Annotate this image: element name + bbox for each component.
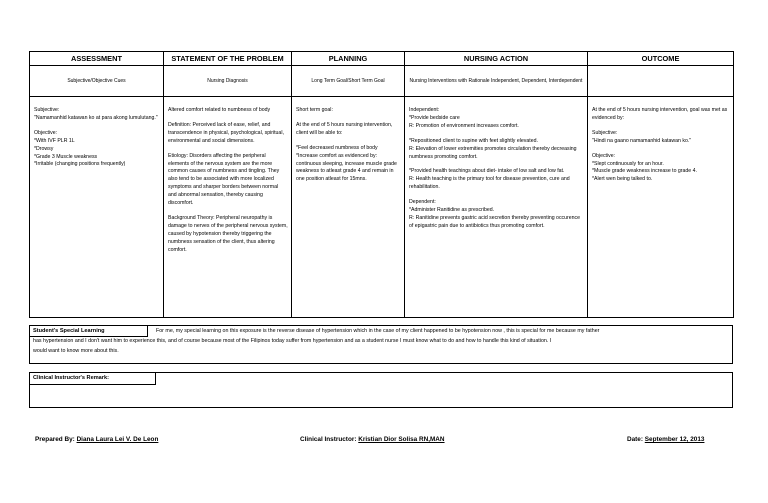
problem-definition: Definition: Perceived lack of ease, relief, and transcendence in physical, psychological, spiritual, environmental and social dimensions. [168, 121, 284, 144]
subheader-row [30, 66, 734, 97]
special-learning-line-2: has hypertension and I don't want him to experience this, and of course because most of the Filipinos today suffer from hypertension and as a student nurse I must know what to do and how to handle this kind of situation. I [33, 338, 552, 344]
action-cell [405, 97, 588, 318]
special-learning-line-1: For me, my special learning on this exposure is the reverse disease of hypertension which in the case of my client happened to be hypotension now , this is special for me because my father [156, 328, 600, 334]
subheader-outcome [588, 66, 734, 97]
action-bedside-care: Independent: *Provide bedside care R: Promotion of environment increases comfort. [409, 107, 519, 129]
special-learning-label: Student's Special Learning [30, 326, 148, 337]
subheader-interventions: Nursing Interventions with Rationale Independent, Dependent, Interdependent [405, 66, 588, 97]
subheader-diagnosis: Nursing Diagnosis [164, 66, 292, 97]
date-label: Date: [627, 436, 643, 443]
header-outcome: OUTCOME [588, 52, 734, 66]
instructor-remark-box [29, 372, 733, 408]
planning-goal-intro: At the end of 5 hours nursing intervention, client will be able to: [296, 121, 393, 136]
assessment-cell [30, 97, 164, 318]
nursing-care-plan-table [29, 51, 734, 318]
content-row [30, 97, 734, 318]
outcome-subjective: Subjective: "Hindi na gaano namamanhid katawan ko." [592, 129, 692, 144]
clinical-instructor [300, 436, 445, 443]
special-learning-line-3: would want to know more about this. [33, 348, 119, 354]
planning-goal-criteria: *Feel decreased numbness of body *Increase comfort as evidenced by: continuous sleeping, increase muscle grade weakness to atleast grade 4 and remain in one position atleast for 15mns. [296, 144, 397, 183]
prepared-by [35, 436, 158, 443]
subheader-goals: Long Term Goal/Short Term Goal [292, 66, 405, 97]
action-dependent: Dependent: *Administer Ranitidine as prescribed. R: Ranitidine prevents gastric acid secretion thereby preventing occurence of epigastric pain due to antibiotics thus promoting comfort. [409, 199, 580, 229]
problem-etiology: Etiology: Disorders affecting the peripheral elements of the nervous system are the more common causes of numbness and tingling. They also tend to be associated with more localized symptoms and sharper borders between normal and abnormal sensation, thereby causing discomfort. [168, 152, 280, 207]
header-assessment: ASSESSMENT [30, 52, 164, 66]
assessment-subjective: Subjective: "Namamanhid katawan ko at para akong lumulutang." [34, 107, 158, 121]
outcome-objective: Objective: *Slept continuously for an hour. *Muscle grade weakness increase to grade 4. *Alert wen being talked to. [592, 152, 697, 183]
planning-cell [292, 97, 405, 318]
planning-goal-label: Short term goal: [296, 107, 333, 113]
problem-background-theory: Background Theory: Peripheral neuropathy is damage to nerves of the peripheral nervous system, caused by hypotension thereby triggering the numbness sensation of the client, thus altering comfort. [168, 214, 288, 253]
subheader-cues: Subjective/Objective Cues [30, 66, 164, 97]
outcome-cell [588, 97, 734, 318]
assessment-objective: Objective: *With IVF PLR 1L *Drowsy *Grade 3 Muscle weakness *Irritable (changing positions frequently) [34, 129, 126, 168]
date-value: September 12, 2013 [644, 436, 705, 443]
header-statement-of-problem: STATEMENT OF THE PROBLEM [164, 52, 292, 66]
outcome-summary: At the end of 5 hours nursing intervention, goal was met as evidenced by: [592, 107, 728, 121]
action-repositioning: *Repositioned client to supine with feet slightly elevated. R: Elevation of lower extremities promotes circulation thereby decreasing numbness promoting comfort. [409, 137, 577, 160]
header-planning: PLANNING [292, 52, 405, 66]
document-date [627, 436, 704, 443]
problem-cell [164, 97, 292, 318]
clinical-instructor-name: Kristian Dior Solisa RN,MAN [358, 436, 445, 443]
prepared-by-label: Prepared By: [35, 436, 75, 443]
action-health-teaching: *Provided health teachings about diet- intake of low salt and low fat. R: Health teaching is the primary tool for disease prevention, cure and rehabilitation. [409, 168, 570, 191]
prepared-by-name: Diana Laura Lei V. De Leon [76, 436, 159, 443]
header-nursing-action: NURSING ACTION [405, 52, 588, 66]
special-learning-box [29, 325, 733, 364]
header-row [30, 52, 734, 66]
clinical-instructor-label: Clinical Instructor: [300, 436, 357, 443]
instructor-remark-label: Clinical Instructor's Remark: [30, 373, 156, 385]
problem-diagnosis: Altered comfort related to numbness of body [168, 107, 271, 113]
